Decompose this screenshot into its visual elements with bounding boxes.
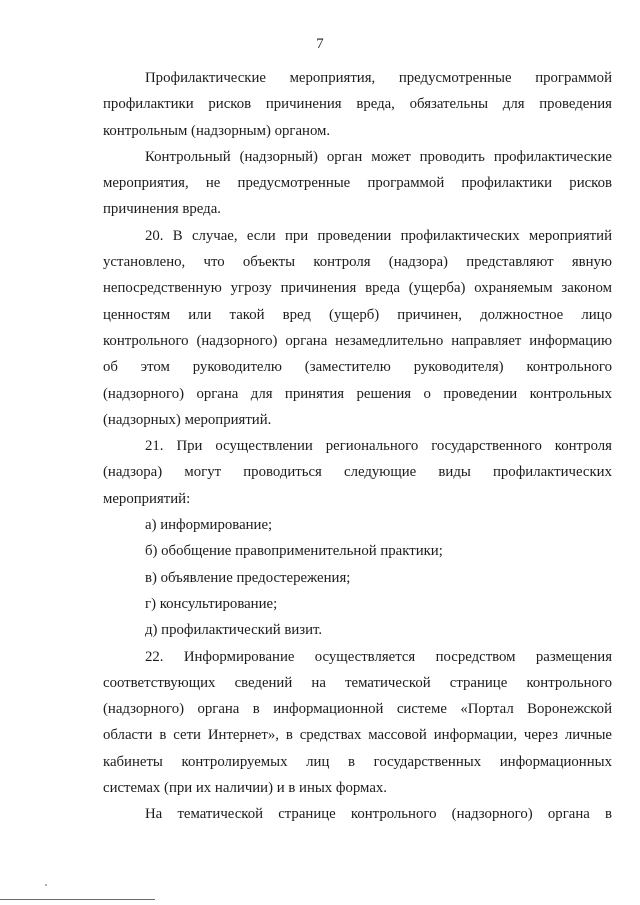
text-line: Контрольный (надзорный) орган может проводить профилактические — [145, 148, 612, 165]
text-line: причинения вреда. — [103, 201, 221, 218]
list-item: б) обобщение правоприменительной практики; — [145, 543, 443, 560]
text-line: контрольным (надзорным) органом. — [103, 122, 331, 139]
text-line: мероприятий: — [103, 490, 191, 507]
text-line: кабинеты контролируемых лиц в государственных информационных — [103, 753, 612, 770]
text-line: 20. В случае, если при проведении профилактических мероприятий — [145, 227, 612, 244]
text-line: На тематической странице контрольного (надзорного) органа в — [145, 806, 612, 823]
text-line: контрольного (надзорного) органа незамедлительно направляет информацию — [103, 332, 612, 349]
paragraph — [103, 144, 612, 223]
text-line: 22. Информирование осуществляется посредством размещения — [145, 648, 612, 665]
list-item: в) объявление предостережения; — [145, 569, 351, 586]
text-line: ценностям или такой вред (ущерб) причинен, должностное лицо — [103, 306, 612, 323]
list-item: д) профилактический визит. — [145, 622, 323, 639]
paragraph — [103, 801, 612, 827]
page-number: 7 — [316, 36, 324, 52]
text-line: (надзора) могут проводиться следующие виды профилактических — [103, 464, 612, 481]
paragraph — [103, 65, 612, 144]
text-line: установлено, что объекты контроля (надзора) представляют явную — [103, 254, 612, 271]
text-line: соответствующих сведений на тематической странице контрольного — [103, 674, 612, 691]
list-item: г) консультирование; — [145, 595, 278, 612]
paragraph — [103, 433, 612, 512]
text-line: об этом руководителю (заместителю руководителя) контрольного — [103, 359, 612, 376]
text-line: профилактики рисков причинения вреда, обязательны для проведения — [103, 96, 612, 113]
text-line: Профилактические мероприятия, предусмотренные программой — [145, 70, 612, 86]
list-block — [103, 512, 612, 643]
scan-speck — [45, 884, 47, 886]
scan-edge-line — [0, 899, 155, 900]
text-line: мероприятия, не предусмотренные программой профилактики рисков — [103, 175, 612, 192]
text-line: 21. При осуществлении регионального государственного контроля — [145, 438, 612, 455]
text-line: системах (при их наличии) и в иных формах. — [103, 780, 387, 797]
paragraph — [103, 223, 612, 433]
text-line: непосредственную угрозу причинения вреда (ущерба) охраняемым законом — [103, 280, 612, 297]
text-line: (надзорных) мероприятий. — [103, 411, 272, 428]
paragraph — [103, 644, 612, 802]
document-text — [103, 65, 612, 828]
text-line: области в сети Интернет», в средствах массовой информации, через личные — [103, 727, 612, 744]
list-item: а) информирование; — [145, 517, 273, 534]
text-line: (надзорного) органа в информационной системе «Портал Воронежской — [103, 701, 612, 718]
text-line: (надзорного) органа для принятия решения о проведении контрольных — [103, 385, 612, 402]
